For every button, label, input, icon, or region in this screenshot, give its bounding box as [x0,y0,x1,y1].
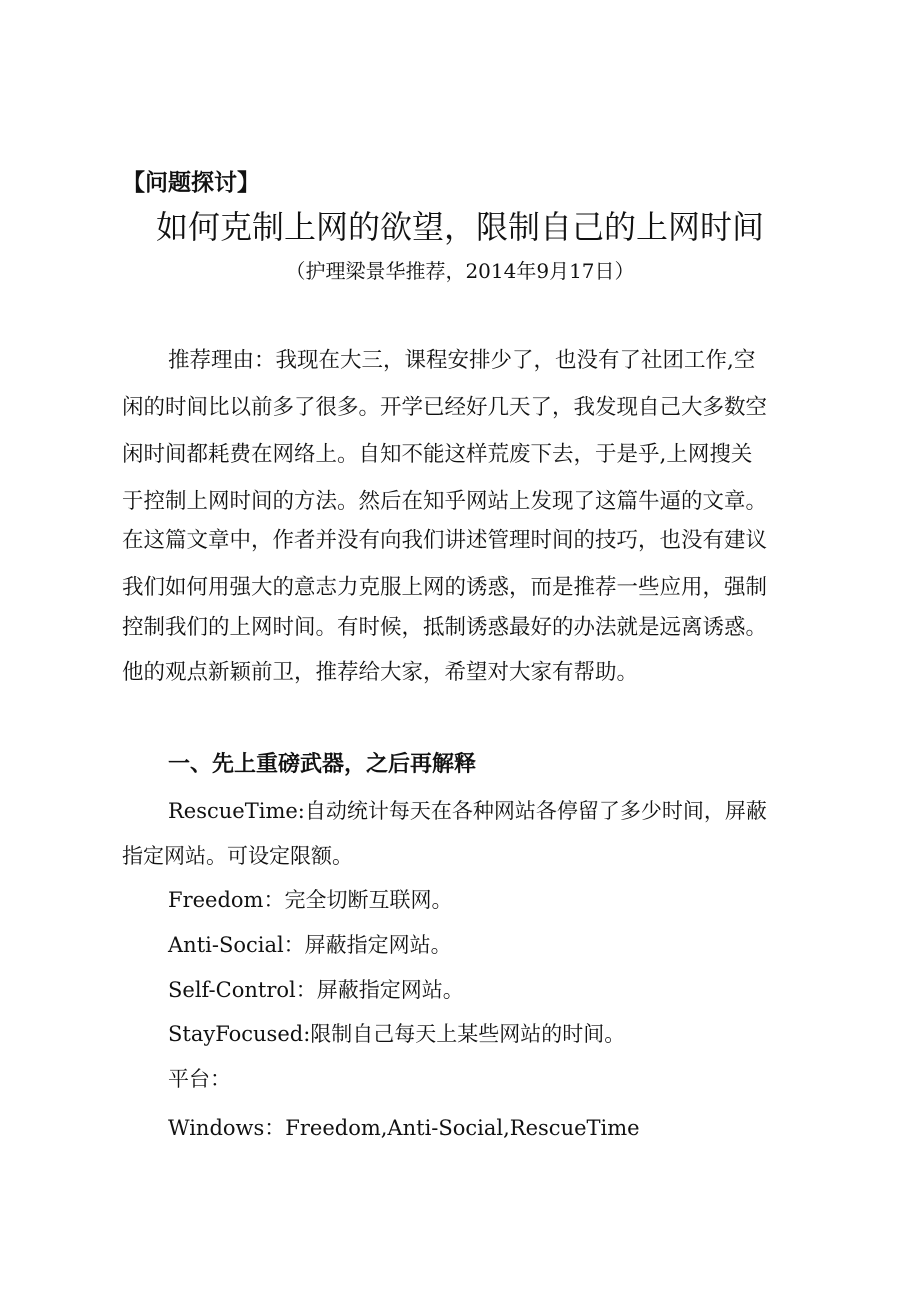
document-title: 如何克制上网的欲望，限制自己的上网时间 [155,208,764,246]
platform-label: 平台： [168,1067,231,1091]
tool-anti-social: Anti-Social：屏蔽指定网站。 [168,933,452,957]
reason-paragraph-line: 我们如何用强大的意志力克服上网的诱惑，而是推荐一些应用，强制 [122,575,768,600]
tool-rescuetime-continued: 指定网站。可设定限额。 [122,844,353,868]
document-subtitle: （护理梁景华推荐，2014年9月17日） [285,259,635,283]
reason-paragraph-line: 他的观点新颖前卫，推荐给大家，希望对大家有帮助。 [122,660,639,685]
platform-windows: Windows：Freedom,Anti-Social,RescueTime [168,1116,640,1140]
reason-paragraph-line: 推荐理由：我现在大三，课程安排少了，也没有了社团工作,空 [168,348,756,373]
reason-paragraph-line: 于控制上网时间的方法。然后在知乎网站上发现了这篇牛逼的文章。 [122,489,768,514]
reason-paragraph-line: 闲时间都耗费在网络上。自知不能这样荒废下去，于是乎,上网搜关 [122,442,753,467]
reason-paragraph-line: 在这篇文章中，作者并没有向我们讲述管理时间的技巧，也没有建议 [122,528,768,553]
section-tag: 【问题探讨】 [122,170,260,196]
reason-paragraph-line: 闲的时间比以前多了很多。开学已经好几天了，我发现自己大多数空 [122,395,768,420]
reason-paragraph-line: 控制我们的上网时间。有时候，抵制诱惑最好的办法就是远离诱惑。 [122,615,768,640]
tool-rescuetime: RescueTime:自动统计每天在各种网站各停留了多少时间，屏蔽 [168,799,767,823]
tool-stayfocused: StayFocused:限制自己每天上某些网站的时间。 [168,1022,626,1046]
tool-self-control: Self-Control：屏蔽指定网站。 [168,978,464,1002]
tool-freedom: Freedom：完全切断互联网。 [168,888,453,912]
section-heading: 一、先上重磅武器，之后再解释 [168,752,477,777]
